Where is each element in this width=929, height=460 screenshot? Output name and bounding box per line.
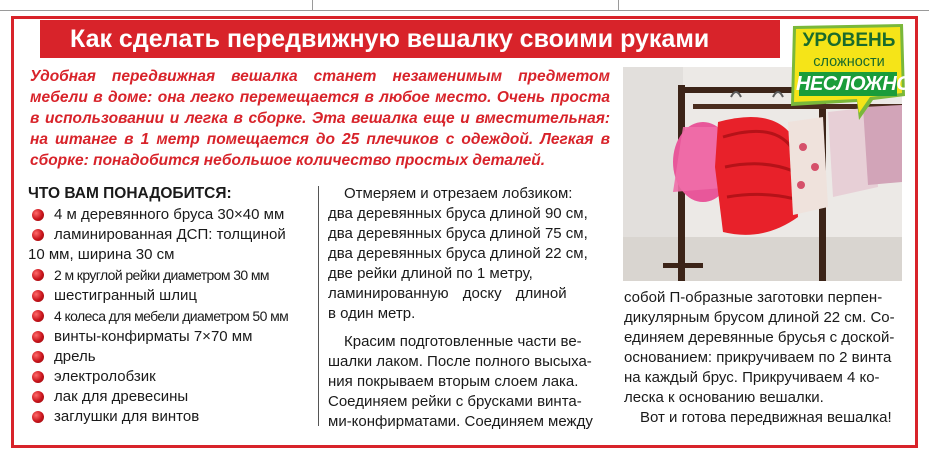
instructions-column-2 [328, 184, 608, 432]
crop-tick [618, 0, 619, 10]
column-divider [318, 186, 319, 426]
crop-tick [312, 0, 313, 10]
article-title: Как сделать передвижную вешалку своими руками [70, 25, 710, 53]
list-item: шестигранный шлиц [28, 286, 310, 306]
bullet-icon [32, 229, 44, 241]
bullet-icon [32, 209, 44, 221]
list-item: электролобзик [28, 367, 310, 387]
bullet-icon [32, 290, 44, 302]
badge-difficulty-value: НЕСЛОЖНО [796, 73, 912, 95]
bullet-icon [32, 331, 44, 343]
bullet-icon [32, 391, 44, 403]
badge-level-label: УРОВЕНЬ [802, 30, 896, 51]
list-item: ламинированная ДСП: толщиной 10 мм, ширина 30 см [28, 225, 310, 265]
intro-paragraph: Удобная передвижная вешалка станет незаменимым предметом мебели в доме: она легко перемещается в любое место. Очень проста в использовании и легка в сборке. Эта вешалка еще и вместительная: на штанге в 1 метр помещается до 25 плечиков с одеждой. Легкая в сборке: понадобится небольшое количество простых деталей. [30, 68, 610, 169]
instruction-paragraph: Красим подготовленные части ве- шалки лаком. После полного высыха- ния покрываем вторым слоем лака. Соединяем рейки с брусками винта- ми-конфирматами. Соединяем между [328, 333, 593, 430]
instructions-column-3: собой П-образные заготовки перпен- дикулярным брусом длиной 22 см. Со- единяем деревянные брусья с доской- основанием: прикручиваем по 2 винта на каждый брус. Прикручиваем 4 ко- леска к основанию вешалки. Вот и готова передвижная вешалка! [624, 289, 895, 426]
badge-complexity-label: сложности [813, 54, 885, 70]
materials-heading: ЧТО ВАМ ПОНАДОБИТСЯ: [28, 185, 232, 202]
materials-list [28, 205, 310, 427]
list-item: 4 колеса для мебели диаметром 50 мм [28, 306, 310, 327]
list-item: заглушки для винтов [28, 407, 310, 427]
bullet-icon [32, 310, 44, 322]
instruction-paragraph: Отмеряем и отрезаем лобзиком: два деревянных бруса длиной 90 см, два деревянных бруса длиной 75 см, два деревянных бруса длиной 22 см, две рейки длиной по 1 метру, ламинированную доску длиной в один метр. [328, 185, 588, 322]
list-item: 2 м круглой рейки диаметром 30 мм [28, 265, 310, 286]
materials-section [28, 184, 310, 427]
list-item: дрель [28, 347, 310, 367]
top-rule [0, 10, 929, 11]
list-item: 4 м деревянного бруса 30×40 мм [28, 205, 310, 225]
list-item-continuation: 10 мм, ширина 30 см [28, 246, 175, 263]
list-item: винты-конфирматы 7×70 мм [28, 327, 310, 347]
list-item: лак для древесины [28, 387, 310, 407]
bullet-icon [32, 269, 44, 281]
bullet-icon [32, 411, 44, 423]
bullet-icon [32, 351, 44, 363]
bullet-icon [32, 371, 44, 383]
